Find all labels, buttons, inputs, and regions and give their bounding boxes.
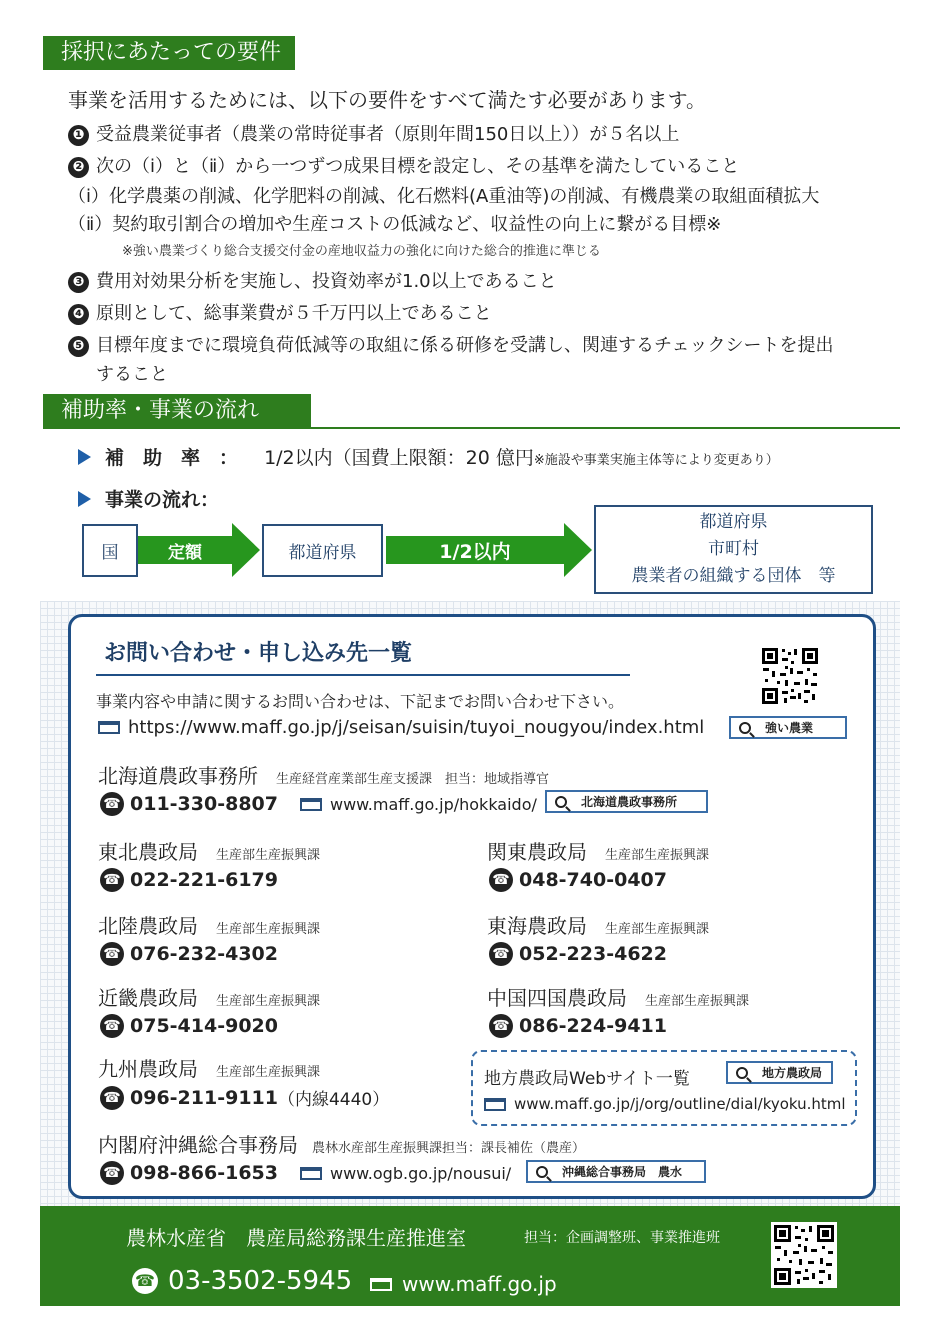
search-icon xyxy=(536,1166,548,1178)
recipient-prefecture: 都道府県 xyxy=(699,512,768,532)
phone-icon: ☎ xyxy=(100,1014,124,1038)
qr-code-icon[interactable] xyxy=(760,646,820,706)
flow-row xyxy=(78,485,219,512)
subsidy-rate-row xyxy=(78,443,779,470)
phone-icon: ☎ xyxy=(489,942,513,966)
phone-kanto[interactable]: ☎ 048-740-0407 xyxy=(489,868,667,892)
search-icon xyxy=(739,722,751,734)
flow-arrow-label-fixed: 定額 xyxy=(138,536,232,564)
triangle-bullet-icon xyxy=(78,491,91,507)
search-box-main[interactable]: 強い農業 xyxy=(729,716,847,739)
requirement-5: ❺ 目標年度までに環境負荷低減等の取組に係る研修を受講し、関連するチェックシートを提出 xyxy=(68,331,833,357)
recipient-municipality: 市町村 xyxy=(708,539,759,559)
requirement-5-cont: すること xyxy=(96,364,168,385)
office-tohoku: 東北農政局 生産部生産振興課 xyxy=(98,840,321,864)
flow-box-country: 国 xyxy=(82,524,138,577)
browser-window-icon xyxy=(300,798,322,811)
phone-tohoku[interactable]: ☎ 022-221-6179 xyxy=(100,868,278,892)
section-divider xyxy=(43,427,900,429)
search-box-hokkaido[interactable]: 北海道農政事務所 xyxy=(545,790,708,813)
flow-arrow-label-half: 1/2以内 xyxy=(386,536,564,564)
office-okinawa: 内閣府沖縄総合事務局 農林水産部生産振興課担当：課長補佐（農産） xyxy=(98,1133,586,1157)
office-kinki: 近畿農政局 生産部生産振興課 xyxy=(98,986,321,1010)
phone-icon: ☎ xyxy=(100,942,124,966)
requirement-2-sub-2: （ⅱ）契約取引割合の増加や生産コストの低減など、収益性の向上に繋がる目標※ xyxy=(68,214,722,235)
browser-window-icon xyxy=(300,1167,322,1180)
qr-code-icon[interactable] xyxy=(771,1222,837,1288)
number-badge-2: ❷ xyxy=(68,157,89,178)
phone-icon: ☎ xyxy=(489,1014,513,1038)
office-kanto: 関東農政局 生産部生産振興課 xyxy=(487,840,710,864)
requirement-1: ❶ 受益農業従事者（農業の常時従事者（原則年間150日以上））が５名以上 xyxy=(68,120,679,146)
browser-window-icon xyxy=(484,1098,506,1111)
phone-kyushu[interactable]: ☎ 096-211-9111 （内線4440） xyxy=(100,1085,389,1110)
phone-chugoku-shikoku[interactable]: ☎ 086-224-9411 xyxy=(489,1014,667,1038)
contact-intro: 事業内容や申請に関するお問い合わせは、下記までお問い合わせ下さい。 xyxy=(96,692,625,711)
office-kyushu: 九州農政局 生産部生産振興課 xyxy=(98,1057,321,1081)
footer-url[interactable]: www.maff.go.jp xyxy=(370,1272,557,1296)
contact-title: お問い合わせ・申し込み先一覧 xyxy=(104,641,413,666)
office-hokuriku: 北陸農政局 生産部生産振興課 xyxy=(98,914,321,938)
number-badge-3: ❸ xyxy=(68,272,89,293)
phone-hokuriku[interactable]: ☎ 076-232-4302 xyxy=(100,942,278,966)
number-badge-1: ❶ xyxy=(68,125,89,146)
phone-tokai[interactable]: ☎ 052-223-4622 xyxy=(489,942,667,966)
section-heading-requirements: 採択にあたっての要件 xyxy=(43,36,295,70)
main-url-link[interactable]: https://www.maff.go.jp/j/seisan/suisin/tuyoi_nougyou/index.html xyxy=(98,717,704,738)
phone-hokkaido[interactable]: ☎ 011-330-8807 xyxy=(100,792,278,816)
footer-phone[interactable]: ☎ 03-3502-5945 xyxy=(132,1266,352,1296)
section-heading-subsidy: 補助率・事業の流れ xyxy=(43,394,311,428)
footer-org: 農林水産省 農産局総務課生産推進室 xyxy=(126,1226,466,1250)
contact-title-underline xyxy=(96,674,630,676)
subsidy-rate-label: 補 助 率 ： xyxy=(105,447,239,469)
phone-extension: （内線4440） xyxy=(277,1090,390,1110)
regional-sites-title: 地方農政局Webサイト一覧 xyxy=(484,1069,690,1089)
triangle-bullet-icon xyxy=(78,449,91,465)
office-tokai: 東海農政局 生産部生産振興課 xyxy=(487,914,710,938)
phone-icon: ☎ xyxy=(100,1086,124,1110)
search-icon xyxy=(555,796,567,808)
phone-icon: ☎ xyxy=(132,1268,158,1294)
phone-icon: ☎ xyxy=(100,792,124,816)
flow-arrow-fixed xyxy=(138,523,260,577)
requirement-2-sub-1: （ⅰ）化学農薬の削減、化学肥料の削減、化石燃料(A重油等)の削減、有機農業の取組面積拡大 xyxy=(68,186,820,207)
phone-okinawa[interactable]: ☎ 098-866-1653 xyxy=(100,1161,278,1185)
office-chugoku-shikoku: 中国四国農政局 生産部生産振興課 xyxy=(487,986,750,1010)
office-hokkaido: 北海道農政事務所 生産経営産業部生産支援課 担当：地域指導官 xyxy=(98,764,550,788)
requirement-2: ❷ 次の（ⅰ）と（ⅱ）から一つずつ成果目標を設定し、その基準を満たしていること xyxy=(68,152,739,178)
search-box-okinawa[interactable]: 沖縄総合事務局 農水 xyxy=(526,1160,706,1183)
number-badge-5: ❺ xyxy=(68,336,89,357)
search-icon xyxy=(736,1067,748,1079)
footer-bar xyxy=(40,1206,900,1306)
phone-icon: ☎ xyxy=(100,868,124,892)
flow-box-recipients xyxy=(594,505,873,594)
search-box-regional[interactable]: 地方農政局 xyxy=(726,1061,833,1084)
url-okinawa[interactable]: www.ogb.go.jp/nousui/ xyxy=(300,1164,511,1183)
url-hokkaido[interactable]: www.maff.go.jp/hokkaido/ xyxy=(300,795,537,814)
flow-arrow-half xyxy=(386,523,592,577)
browser-window-icon xyxy=(98,721,120,734)
subsidy-rate-note: ※施設や事業実施主体等により変更あり） xyxy=(533,453,779,468)
requirement-4: ❹ 原則として、総事業費が５千万円以上であること xyxy=(68,299,492,325)
phone-icon: ☎ xyxy=(100,1161,124,1185)
number-badge-4: ❹ xyxy=(68,304,89,325)
recipient-farmer-groups: 農業者の組織する団体 等 xyxy=(631,566,836,586)
phone-kinki[interactable]: ☎ 075-414-9020 xyxy=(100,1014,278,1038)
flow-box-prefecture: 都道府県 xyxy=(262,524,383,577)
browser-window-icon xyxy=(370,1278,392,1291)
requirements-intro: 事業を活用するためには、以下の要件をすべて満たす必要があります。 xyxy=(68,88,706,112)
flow-label: 事業の流れ： xyxy=(105,489,220,511)
phone-icon: ☎ xyxy=(489,868,513,892)
requirement-note: ※強い農業づくり総合支援交付金の産地収益力の強化に向けた総合的推進に準じる xyxy=(122,244,601,259)
subsidy-rate-value: 1/2以内（国費上限額：20 億円 xyxy=(264,447,534,469)
footer-person: 担当：企画調整班、事業推進班 xyxy=(524,1230,720,1246)
url-regional[interactable]: www.maff.go.jp/j/org/outline/dial/kyoku.html xyxy=(484,1095,846,1113)
requirement-3: ❸ 費用対効果分析を実施し、投資効率が1.0以上であること xyxy=(68,267,557,293)
